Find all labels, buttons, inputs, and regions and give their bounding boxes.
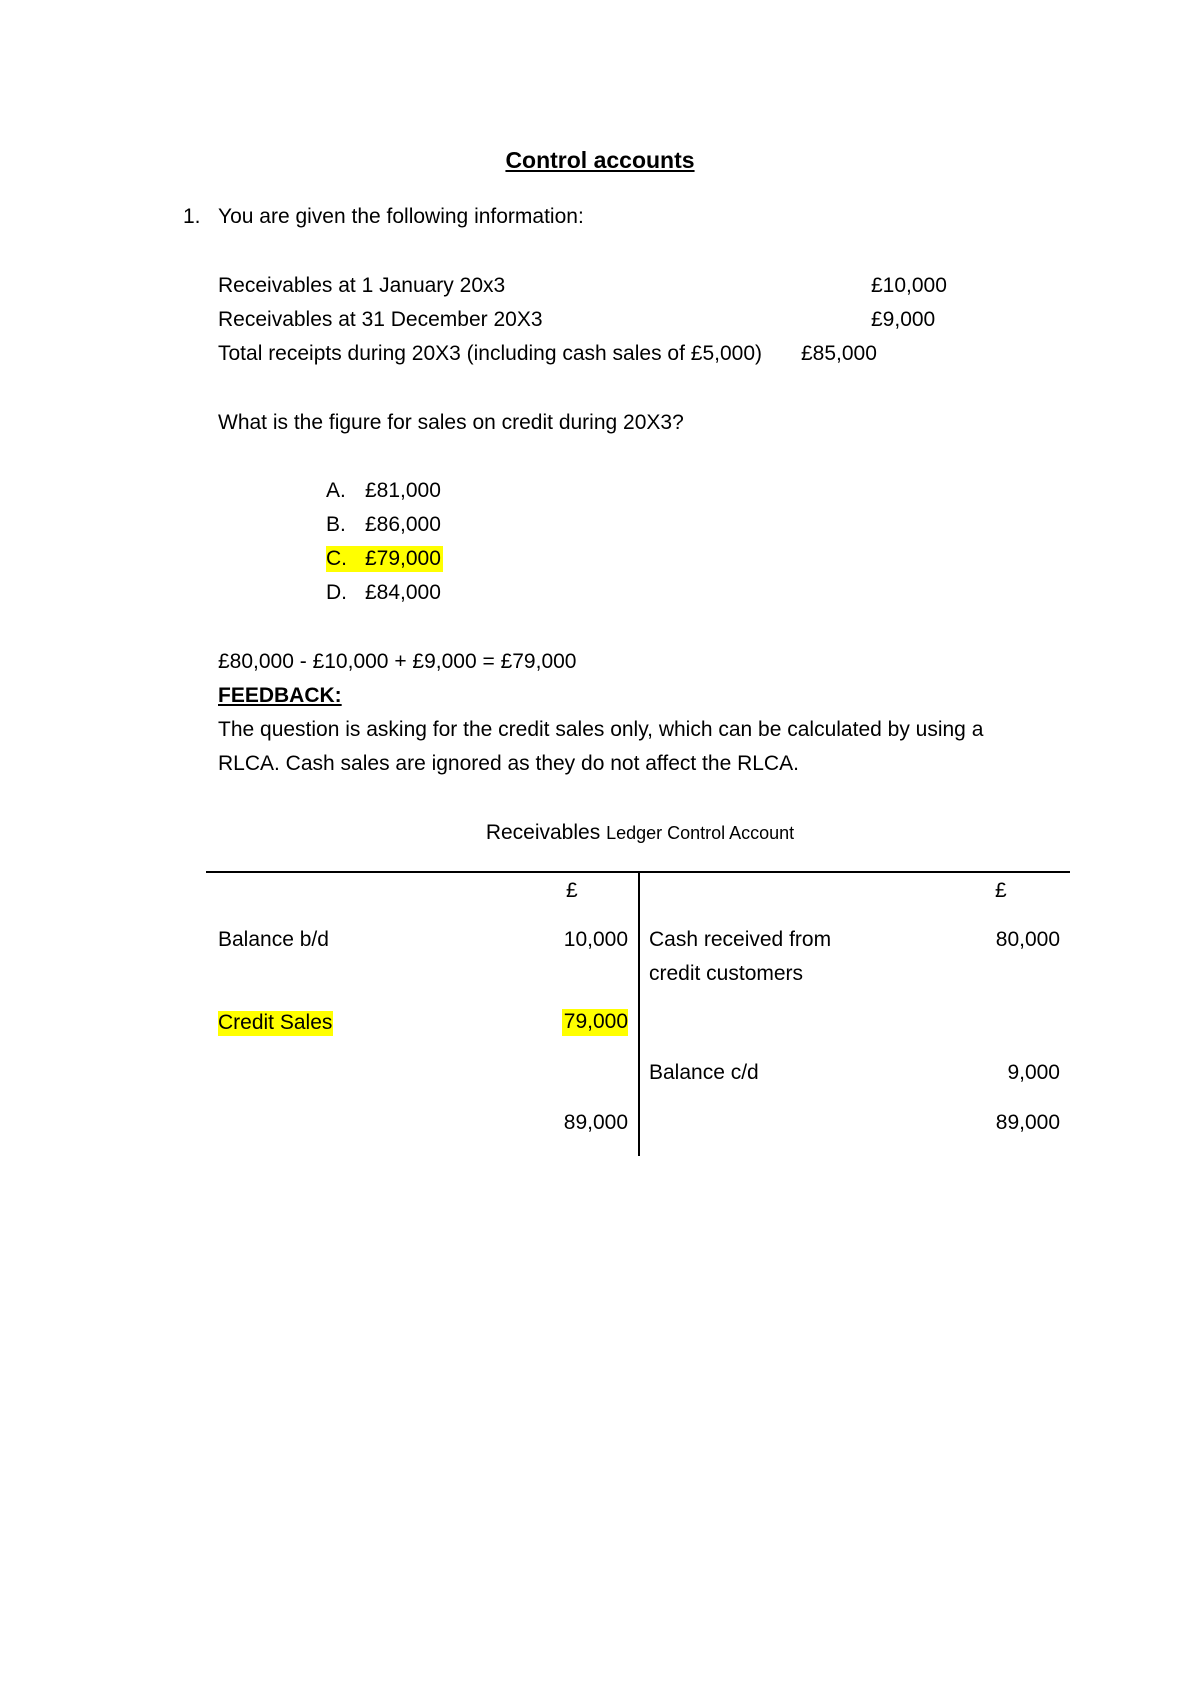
- question-number: 1.: [183, 205, 201, 228]
- working-calculation: £80,000 - £10,000 + £9,000 = £79,000: [218, 650, 577, 673]
- option-value: £84,000: [365, 581, 441, 604]
- credit-label-2: Balance c/d: [649, 1061, 759, 1084]
- ledger-center-rule: [638, 871, 640, 1156]
- debit-label-2-highlighted: Credit Sales: [218, 1011, 333, 1034]
- info-label-1: Receivables at 1 January 20x3: [218, 274, 506, 297]
- feedback-line-1: The question is asking for the credit sales only, which can be calculated by using a: [218, 718, 984, 741]
- debit-total: 89,000: [563, 1111, 628, 1134]
- question-intro: You are given the following information:: [218, 205, 584, 228]
- option-b: [326, 514, 441, 535]
- debit-label-1: Balance b/d: [218, 928, 329, 951]
- option-letter: A.: [326, 479, 346, 502]
- debit-amount-2-wrap: [480, 1011, 628, 1032]
- option-letter: B.: [326, 513, 346, 536]
- credit-currency-header: £: [995, 879, 1007, 902]
- credit-total: 89,000: [995, 1111, 1060, 1134]
- feedback-line-2: RLCA. Cash sales are ignored as they do not affect the RLCA.: [218, 752, 799, 775]
- option-c-highlighted: [326, 546, 443, 572]
- ledger-title: [0, 822, 1200, 843]
- info-value-2: £9,000: [871, 308, 936, 331]
- option-value: £86,000: [365, 513, 441, 536]
- info-value-3: £85,000: [801, 342, 877, 365]
- option-letter: D.: [326, 581, 347, 604]
- page-title: Control accounts: [505, 147, 695, 173]
- credit-amount-1: 80,000: [995, 928, 1060, 951]
- option-value: £79,000: [365, 547, 441, 570]
- info-value-1: £10,000: [871, 274, 947, 297]
- credit-amount-2: 9,000: [1007, 1061, 1060, 1084]
- info-label-2: Receivables at 31 December 20X3: [218, 308, 543, 331]
- option-d: [326, 582, 441, 603]
- option-a: [326, 480, 441, 501]
- feedback-heading: FEEDBACK:: [218, 684, 342, 707]
- ledger-title-main: Receivables: [485, 821, 601, 844]
- credit-label-1-line-2: credit customers: [649, 962, 804, 985]
- question-prompt: What is the figure for sales on credit during 20X3?: [218, 411, 684, 434]
- option-value: £81,000: [365, 479, 441, 502]
- option-letter: C.: [326, 547, 347, 570]
- ledger-title-rest: Ledger Control Account: [606, 823, 795, 843]
- debit-currency-header: £: [566, 879, 578, 902]
- debit-amount-2-highlighted: 79,000: [562, 1009, 628, 1036]
- credit-label-1-line-1: Cash received from: [649, 928, 832, 951]
- debit-amount-1: 10,000: [563, 928, 628, 951]
- info-label-3: Total receipts during 20X3 (including cash sales of £5,000): [218, 342, 762, 365]
